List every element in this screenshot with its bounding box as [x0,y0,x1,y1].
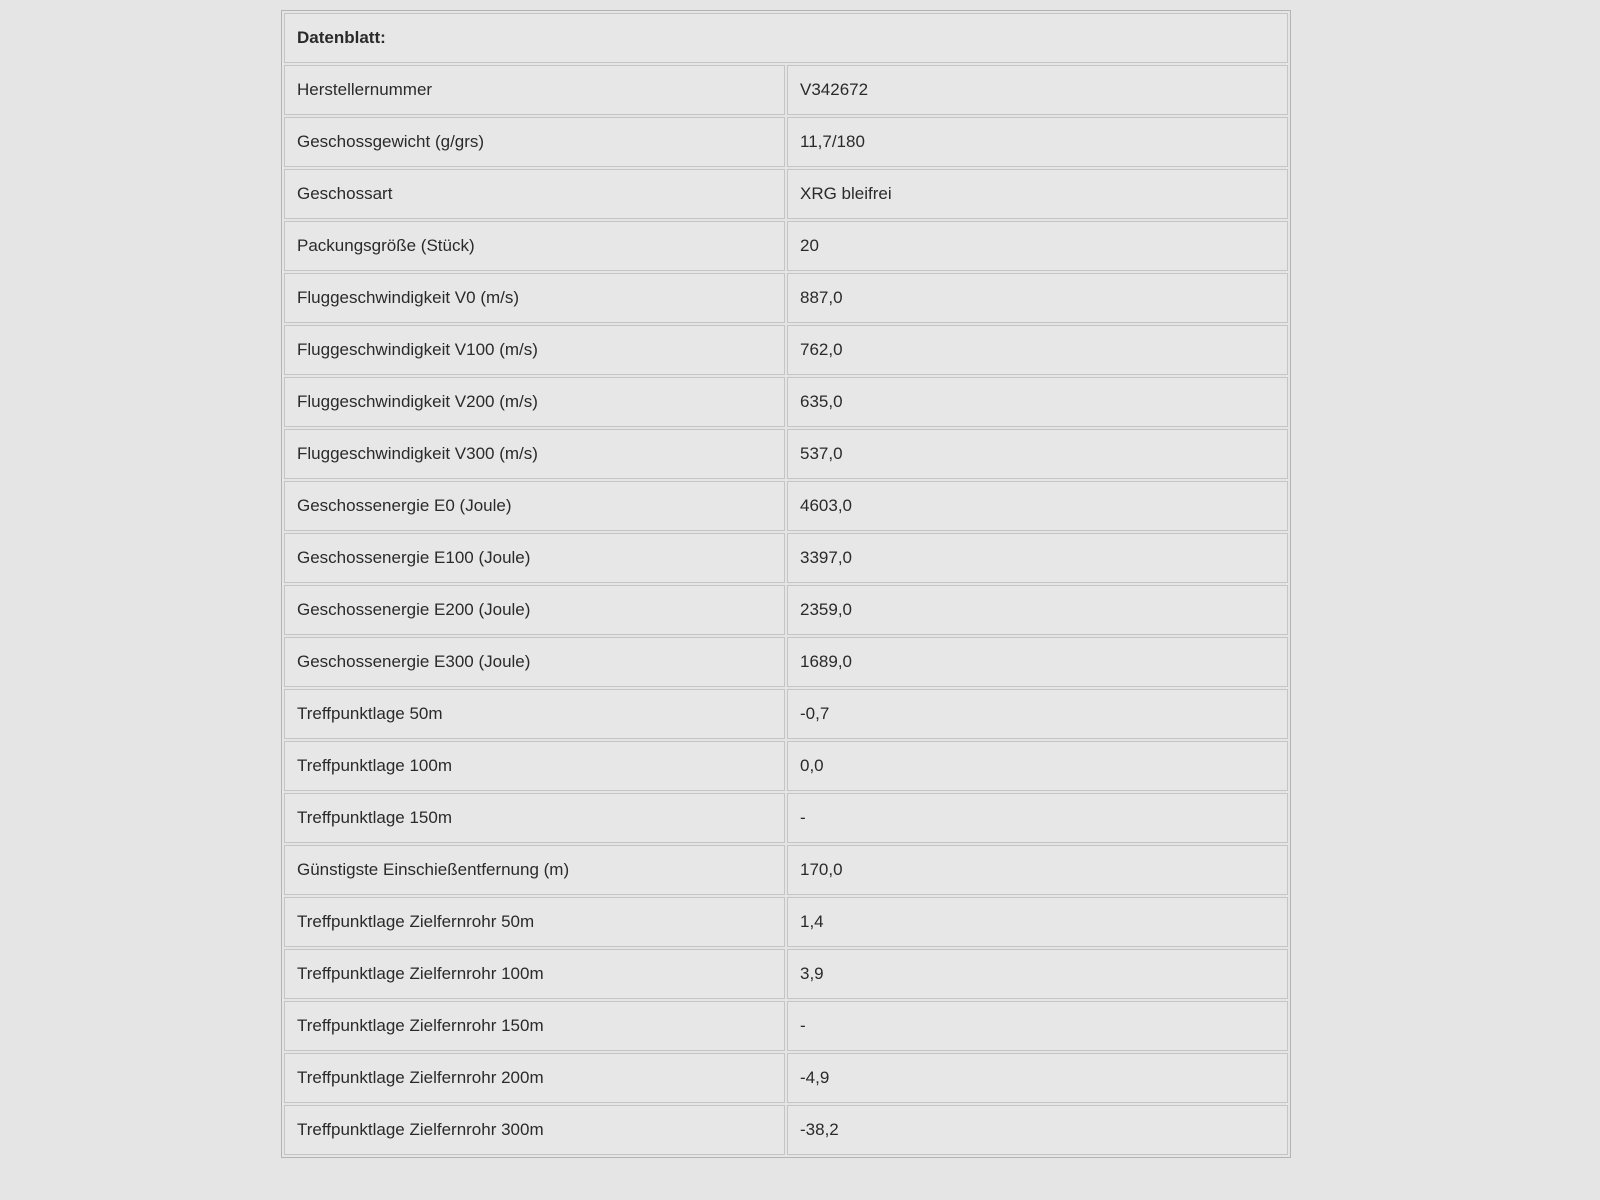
table-row [284,377,1288,427]
row-value: 1,4 [787,897,1288,947]
row-label: Treffpunktlage Zielfernrohr 100m [284,949,785,999]
row-label: Treffpunktlage 50m [284,689,785,739]
table-row [284,169,1288,219]
table-row [284,221,1288,271]
row-value: 170,0 [787,845,1288,895]
table-row [284,585,1288,635]
row-label: Fluggeschwindigkeit V300 (m/s) [284,429,785,479]
row-value: 537,0 [787,429,1288,479]
header-row [284,13,1288,63]
row-label: Geschossgewicht (g/grs) [284,117,785,167]
table-row [284,533,1288,583]
table-row [284,741,1288,791]
row-label: Treffpunktlage Zielfernrohr 200m [284,1053,785,1103]
row-value: XRG bleifrei [787,169,1288,219]
row-value: 20 [787,221,1288,271]
table-row [284,949,1288,999]
row-label: Geschossart [284,169,785,219]
row-label: Treffpunktlage 100m [284,741,785,791]
row-value: 1689,0 [787,637,1288,687]
datasheet-title: Datenblatt: [284,13,1288,63]
table-row [284,325,1288,375]
row-value: 2359,0 [787,585,1288,635]
table-row [284,1001,1288,1051]
row-value: 4603,0 [787,481,1288,531]
row-label: Herstellernummer [284,65,785,115]
row-label: Treffpunktlage 150m [284,793,785,843]
row-label: Treffpunktlage Zielfernrohr 300m [284,1105,785,1155]
row-label: Fluggeschwindigkeit V100 (m/s) [284,325,785,375]
row-value: 3397,0 [787,533,1288,583]
row-value: 0,0 [787,741,1288,791]
row-label: Fluggeschwindigkeit V0 (m/s) [284,273,785,323]
table-row [284,689,1288,739]
row-value: V342672 [787,65,1288,115]
row-value: 762,0 [787,325,1288,375]
row-label: Packungsgröße (Stück) [284,221,785,271]
table-row [284,897,1288,947]
table-row [284,1053,1288,1103]
table-row [284,793,1288,843]
datasheet-header [284,13,1288,63]
table-row [284,65,1288,115]
row-label: Geschossenergie E300 (Joule) [284,637,785,687]
row-value: - [787,793,1288,843]
row-value: - [787,1001,1288,1051]
table-row [284,1105,1288,1155]
table-row [284,429,1288,479]
row-label: Treffpunktlage Zielfernrohr 50m [284,897,785,947]
row-value: -38,2 [787,1105,1288,1155]
table-row [284,273,1288,323]
table-row [284,481,1288,531]
row-value: 3,9 [787,949,1288,999]
row-value: -0,7 [787,689,1288,739]
table-row [284,845,1288,895]
row-label: Geschossenergie E100 (Joule) [284,533,785,583]
row-value: 887,0 [787,273,1288,323]
datasheet-body [284,65,1288,1155]
datasheet-table [281,10,1291,1158]
row-value: 11,7/180 [787,117,1288,167]
row-label: Treffpunktlage Zielfernrohr 150m [284,1001,785,1051]
row-value: -4,9 [787,1053,1288,1103]
table-row [284,117,1288,167]
row-label: Günstigste Einschießentfernung (m) [284,845,785,895]
row-label: Geschossenergie E0 (Joule) [284,481,785,531]
row-value: 635,0 [787,377,1288,427]
row-label: Geschossenergie E200 (Joule) [284,585,785,635]
row-label: Fluggeschwindigkeit V200 (m/s) [284,377,785,427]
table-row [284,637,1288,687]
